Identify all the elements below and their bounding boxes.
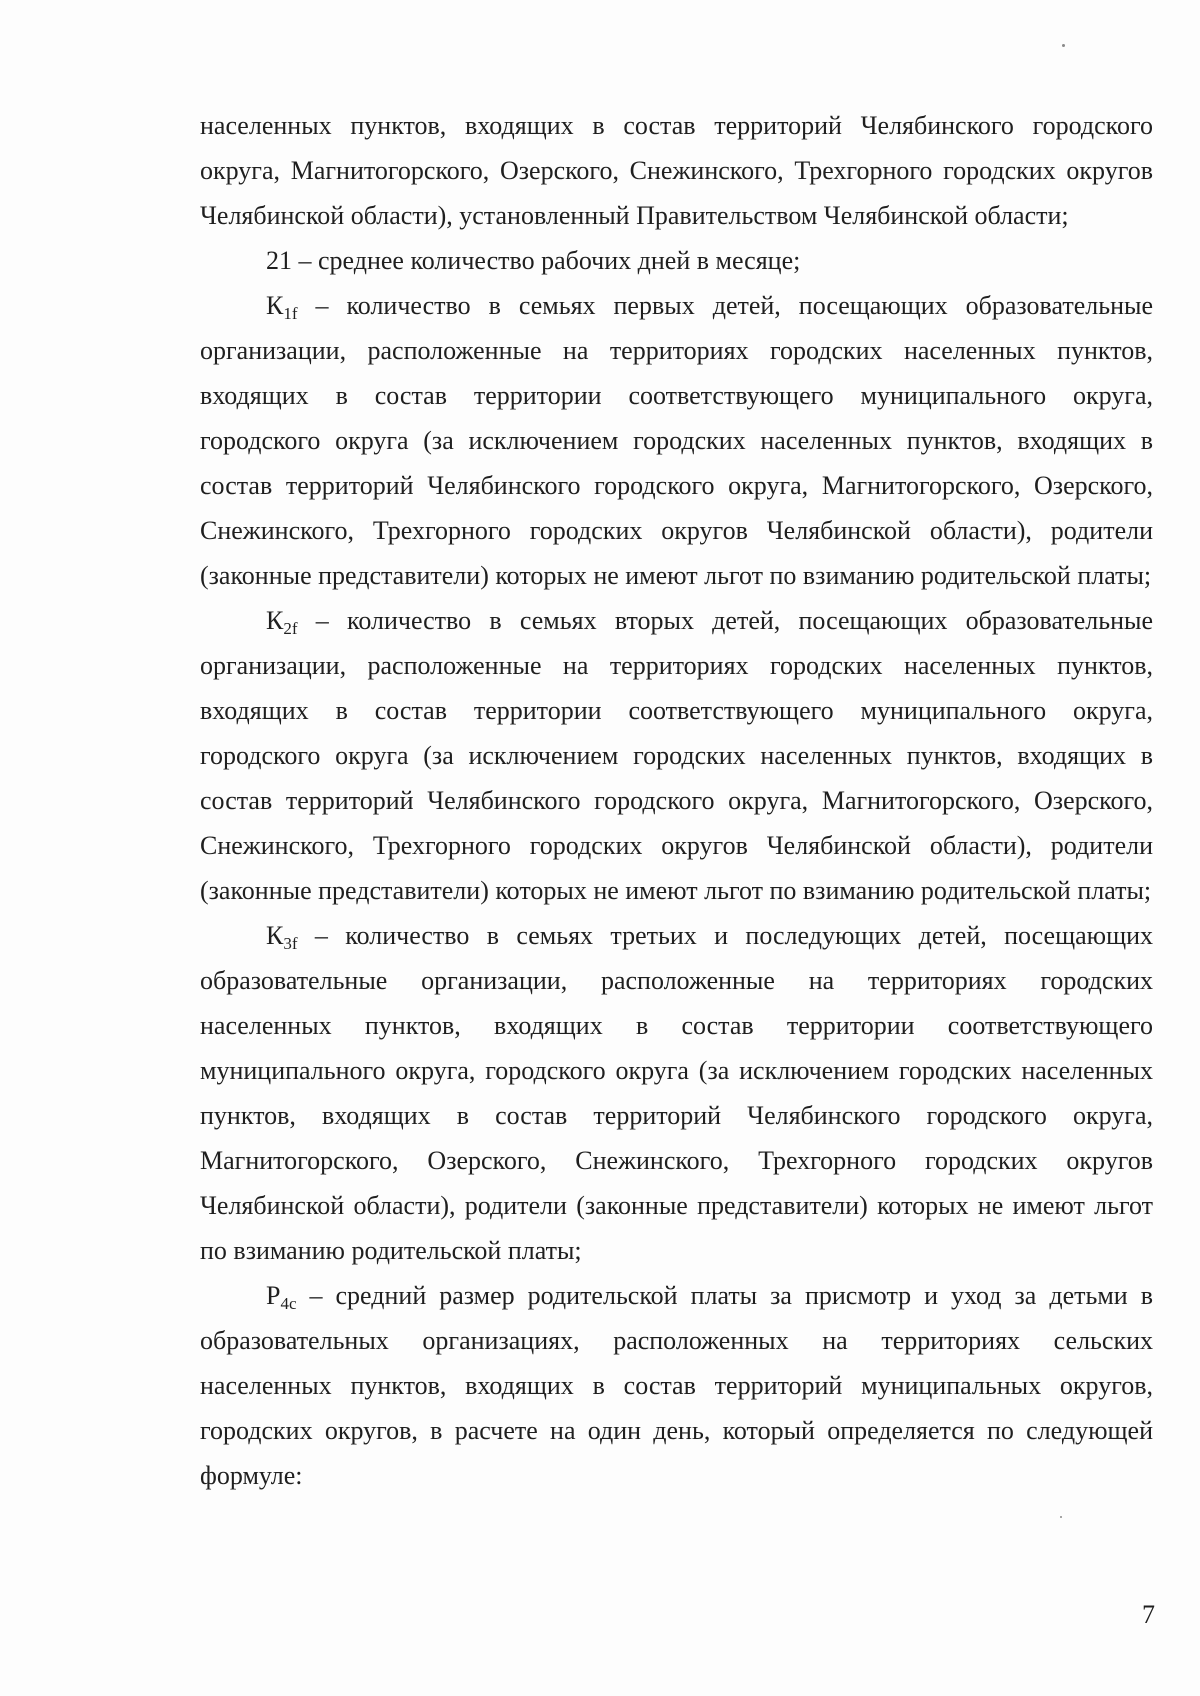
paragraph-k2f [200,598,1153,913]
definition-text: – количество в семьях первых детей, посещающих образовательные организации, расположенные на территориях городских населенных пунктов, входящих в состав территории соответствующего муниципального округа, городского округа (за исключением городских населенных пунктов, входящих в состав территорий Челябинского городского округа, Магнитогорского, Озерского, Снежинского, Трехгорного городских округов Челябинской области), родители (законные представители) которых не имеют льгот по взиманию родительской платы; [200,291,1153,590]
symbol-subscript: 4с [280,1294,297,1313]
symbol-subscript: 3f [283,934,298,953]
definition-text: – количество в семьях третьих и последующих детей, посещающих образовательные организации, расположенные на территориях городских населенных пунктов, входящих в состав территории соответствующего муниципального округа, городского округа (за исключением городских населенных пунктов, входящих в состав территорий Челябинского городского округа, Магнитогорского, Озерского, Снежинского, Трехгорного городских округов Челябинской области), родители (законные представители) которых не имеют льгот по взиманию родительской платы; [200,921,1153,1265]
symbol-subscript: 1f [283,304,298,323]
page-number: 7 [1142,1600,1155,1629]
paragraph-k1f [200,283,1153,598]
formula-symbol [266,921,298,953]
definition-text: – средний размер родительской платы за присмотр и уход за детьми в образовательных организациях, расположенных на территориях сельских населенных пунктов, входящих в состав территорий муниципальных округов, городских округов, в расчете на один день, который определяется по следующей формуле: [200,1281,1153,1490]
symbol-base: К [266,921,284,950]
scan-speck [1062,44,1065,47]
symbol-subscript: 2f [283,619,298,638]
paragraph-k3f [200,913,1153,1273]
paragraph-working-days: 21 – среднее количество рабочих дней в месяце; [266,246,801,275]
symbol-base: Р [266,1281,281,1310]
paragraph-p4c [200,1273,1153,1498]
scan-speck [1060,1516,1062,1518]
symbol-base: К [266,606,284,635]
paragraph-continuation: населенных пунктов, входящих в состав территорий Челябинского городского округа, Магнитогорского, Озерского, Снежинского, Трехгорного городских округов Челябинской области), установленный Правительством Челябинской области; [200,111,1153,230]
formula-symbol [266,606,298,638]
document-body [200,103,1153,1498]
definition-text: – количество в семьях вторых детей, посещающих образовательные организации, расположенные на территориях городских населенных пунктов, входящих в состав территории соответствующего муниципального округа, городского округа (за исключением городских населенных пунктов, входящих в состав территорий Челябинского городского округа, Магнитогорского, Озерского, Снежинского, Трехгорного городских округов Челябинской области), родители (законные представители) которых не имеют льгот по взиманию родительской платы; [200,606,1153,905]
formula-symbol [266,1281,297,1313]
symbol-base: К [266,291,284,320]
formula-symbol [266,291,298,323]
